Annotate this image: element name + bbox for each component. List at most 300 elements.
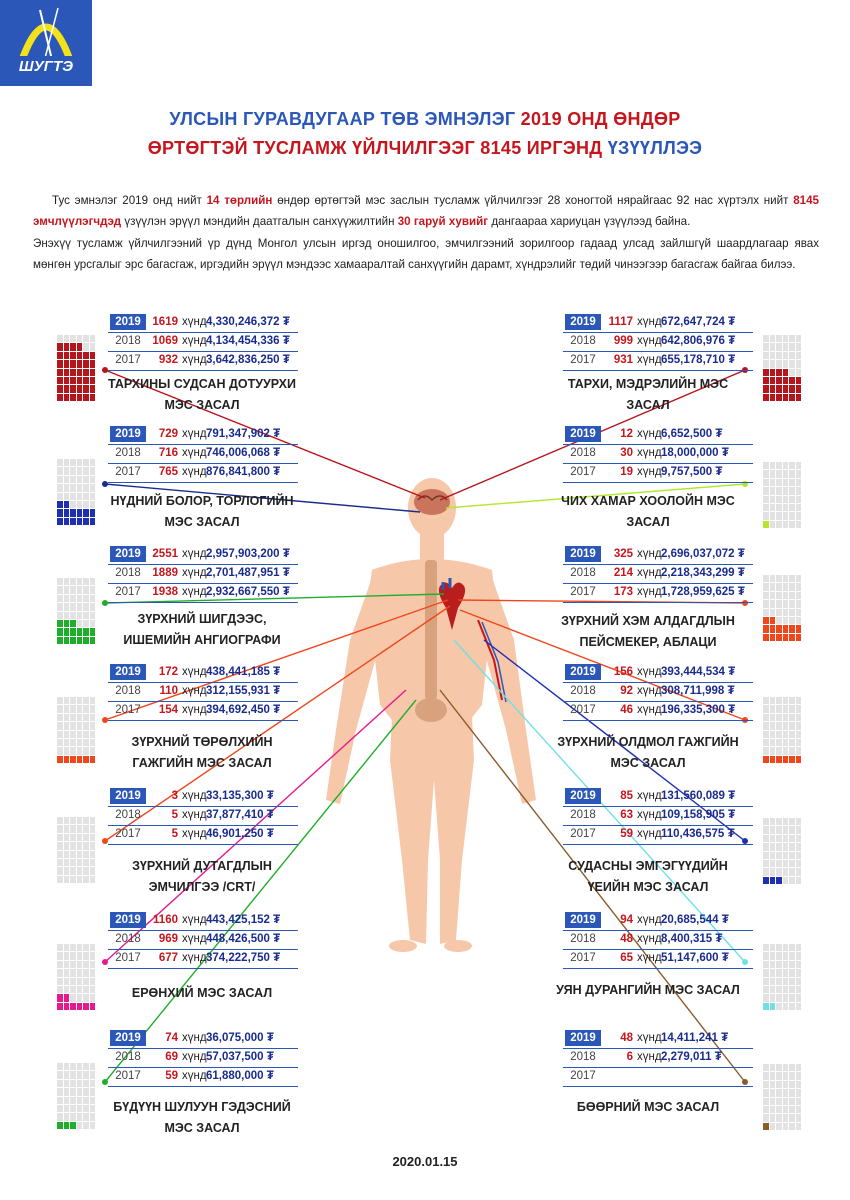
grid-cell — [57, 595, 63, 602]
grid-cell — [770, 969, 776, 976]
procedure-label: ЗҮРХНИЙ ДУТАГДЛЫН ЭМЧИЛГЭЭ /CRT/ — [132, 859, 272, 894]
grid-cell — [57, 944, 63, 951]
count: 1619 — [152, 316, 178, 328]
grid-cell — [783, 852, 789, 859]
grid-cell — [64, 876, 70, 883]
grid-cell — [70, 394, 76, 401]
amount: 20,685,544 ₮ — [661, 914, 729, 926]
grid-cell — [70, 1122, 76, 1129]
unit: хүнд — [182, 548, 207, 560]
grid-cell — [70, 509, 76, 516]
grid-cell — [90, 978, 96, 985]
grid-cell — [90, 501, 96, 508]
amount: 2,696,037,072 ₮ — [661, 548, 745, 560]
grid-cell — [64, 377, 70, 384]
grid-cell — [776, 843, 782, 850]
count: 932 — [158, 354, 178, 366]
count: 85 — [620, 790, 633, 802]
amount: 131,560,089 ₮ — [661, 790, 736, 802]
grid-cell — [796, 961, 802, 968]
grid-cell — [57, 578, 63, 585]
grid-cell — [77, 612, 83, 619]
grid-cell — [796, 994, 802, 1001]
unit: хүнд — [637, 447, 662, 459]
amount: 14,411,241 ₮ — [661, 1032, 729, 1044]
count: 5 — [171, 809, 178, 821]
unit: хүнд — [637, 466, 662, 478]
grid-cell — [64, 1105, 70, 1112]
grid-cell — [796, 978, 802, 985]
grid-cell — [57, 714, 63, 721]
stat-row — [108, 314, 298, 333]
count: 931 — [613, 354, 633, 366]
count: 2551 — [152, 548, 178, 560]
grid-cell — [796, 860, 802, 867]
stat-row — [563, 565, 753, 584]
grid-cell — [776, 731, 782, 738]
amount: 876,841,800 ₮ — [206, 466, 281, 478]
grid-cell — [64, 969, 70, 976]
grid-cell — [77, 994, 83, 1001]
amount: 1,728,959,625 ₮ — [661, 586, 745, 598]
grid-cell — [77, 335, 83, 342]
grid-cell — [90, 595, 96, 602]
stat-row — [108, 807, 298, 826]
grid-cell — [70, 377, 76, 384]
grid-cell — [83, 578, 89, 585]
count: 59 — [165, 1070, 178, 1082]
unit: хүнд — [182, 914, 207, 926]
year: 2018 — [570, 1051, 596, 1063]
grid-cell — [83, 1097, 89, 1104]
grid-cell — [57, 394, 63, 401]
grid-cell — [789, 1064, 795, 1071]
grid-cell — [796, 952, 802, 959]
stat-row — [108, 931, 298, 950]
grid-cell — [83, 484, 89, 491]
grid-cell — [64, 467, 70, 474]
grid-cell — [83, 509, 89, 516]
grid-cell — [83, 986, 89, 993]
grid-cell — [83, 994, 89, 1001]
stat-row — [563, 584, 753, 603]
grid-cell — [57, 612, 63, 619]
grid-cell — [57, 603, 63, 610]
grid-cell — [763, 739, 769, 746]
grid-cell — [57, 731, 63, 738]
grid-cell — [763, 835, 769, 842]
amount: 438,441,185 ₮ — [206, 666, 281, 678]
grid-cell — [770, 343, 776, 350]
grid-cell — [783, 986, 789, 993]
grid-cell — [83, 747, 89, 754]
grid-cell — [776, 360, 782, 367]
grid-cell — [64, 335, 70, 342]
amount: 46,901,250 ₮ — [206, 828, 274, 840]
grid-cell — [783, 944, 789, 951]
stat-row — [563, 788, 753, 807]
grid-cell — [770, 1003, 776, 1010]
stat-row — [563, 314, 753, 333]
grid-cell — [70, 1088, 76, 1095]
grid-cell — [770, 852, 776, 859]
grid-cell — [77, 859, 83, 866]
grid-cell — [83, 385, 89, 392]
intro-text-part: өндөр өртөгтэй мэс заслын тусламж үйлчилгээг 28 хоногтой нярайгаас 92 нас хүртэлх нийт — [272, 194, 794, 207]
grid-cell — [57, 459, 63, 466]
grid-cell — [77, 705, 83, 712]
grid-cell — [783, 385, 789, 392]
year: 2017 — [570, 466, 596, 478]
procedure-label: ЧИХ ХАМАР ХООЛОЙН МЭС ЗАСАЛ — [561, 494, 735, 529]
grid-cell — [90, 1122, 96, 1129]
grid-cell — [90, 825, 96, 832]
grid-cell — [70, 722, 76, 729]
grid-cell — [776, 369, 782, 376]
year: 2017 — [570, 354, 596, 366]
amount: 655,178,710 ₮ — [661, 354, 736, 366]
grid-cell — [763, 705, 769, 712]
unit: хүнд — [637, 809, 662, 821]
grid-cell — [796, 592, 802, 599]
grid-cell — [90, 731, 96, 738]
grid-cell — [783, 600, 789, 607]
stat-block-right-5 — [563, 788, 753, 845]
grid-cell — [90, 586, 96, 593]
stat-row — [563, 702, 753, 721]
stat-row — [108, 352, 298, 371]
grid-cell — [789, 625, 795, 632]
intro-highlight: 30 гаруй хувийг — [397, 215, 489, 229]
grid-cell — [789, 592, 795, 599]
stat-row — [108, 826, 298, 845]
grid-cell — [796, 583, 802, 590]
grid-cell — [90, 739, 96, 746]
grid-cell — [776, 352, 782, 359]
grid-cell — [57, 842, 63, 849]
grid-cell — [763, 986, 769, 993]
grid-cell — [77, 1113, 83, 1120]
grid-cell — [90, 969, 96, 976]
grid-cell — [77, 851, 83, 858]
grid-cell — [77, 637, 83, 644]
grid-cell — [90, 859, 96, 866]
grid-cell — [789, 1114, 795, 1121]
amount: 443,425,152 ₮ — [206, 914, 281, 926]
grid-cell — [64, 1071, 70, 1078]
grid-cell — [90, 484, 96, 491]
stat-row — [563, 352, 753, 371]
grid-cell — [77, 501, 83, 508]
count: 999 — [613, 335, 633, 347]
grid-cell — [763, 1003, 769, 1010]
grid-cell — [57, 739, 63, 746]
year: 2018 — [570, 335, 596, 347]
grid-cell — [783, 756, 789, 763]
grid-cell — [789, 385, 795, 392]
grid-cell — [776, 714, 782, 721]
year: 2017 — [115, 704, 141, 716]
grid-cell — [64, 578, 70, 585]
unit: хүнд — [637, 428, 662, 440]
grid-cell — [789, 978, 795, 985]
grid-cell — [783, 1003, 789, 1010]
grid-cell — [763, 609, 769, 616]
grid-cell — [796, 697, 802, 704]
grid-cell — [789, 826, 795, 833]
grid-cell — [796, 625, 802, 632]
amount: 672,647,724 ₮ — [661, 316, 736, 328]
grid-cell — [57, 518, 63, 525]
year: 2019 — [565, 314, 601, 330]
count: 1069 — [152, 335, 178, 347]
grid-cell — [789, 697, 795, 704]
grid-cell — [64, 509, 70, 516]
unit: хүнд — [637, 335, 662, 347]
grid-cell — [770, 697, 776, 704]
grid-cell — [770, 394, 776, 401]
grid-cell — [83, 825, 89, 832]
grid-cell — [57, 1105, 63, 1112]
procedure-label: УЯН ДУРАНГИЙН МЭС ЗАСАЛ — [556, 983, 740, 997]
grid-cell — [783, 521, 789, 528]
grid-cell — [789, 722, 795, 729]
procedure-label: ЗҮРХНИЙ ШИГДЭЭС, ИШЕМИЙН АНГИОГРАФИ — [123, 612, 281, 647]
grid-cell — [64, 1113, 70, 1120]
grid-cell — [776, 592, 782, 599]
grid-cell — [789, 1098, 795, 1105]
grid-cell — [90, 961, 96, 968]
grid-cell — [57, 747, 63, 754]
grid-cell — [70, 628, 76, 635]
grid-cell — [70, 586, 76, 593]
grid-cell — [90, 352, 96, 359]
grid-cell — [770, 1106, 776, 1113]
grid-cell — [763, 714, 769, 721]
grid-cell — [83, 842, 89, 849]
grid-cell — [77, 944, 83, 951]
grid-cell — [783, 575, 789, 582]
grid-cell — [83, 1063, 89, 1070]
grid-cell — [57, 385, 63, 392]
year: 2017 — [570, 1070, 596, 1082]
grid-cell — [77, 394, 83, 401]
grid-cell — [776, 479, 782, 486]
grid-cell — [763, 722, 769, 729]
grid-cell — [64, 825, 70, 832]
stat-block-right-3 — [563, 546, 753, 603]
grid-cell — [776, 1123, 782, 1130]
grid-cell — [77, 352, 83, 359]
grid-cell — [770, 952, 776, 959]
grid-cell — [789, 739, 795, 746]
grid-cell — [763, 377, 769, 384]
grid-cell — [783, 860, 789, 867]
grid-cell — [64, 612, 70, 619]
grid-cell — [770, 722, 776, 729]
grid-cell — [90, 369, 96, 376]
grid-cell — [57, 377, 63, 384]
grid-cell — [776, 697, 782, 704]
grid-cell — [83, 595, 89, 602]
grid-cell — [90, 620, 96, 627]
grid-cell — [770, 978, 776, 985]
grid-cell — [90, 1105, 96, 1112]
grid-cell — [77, 825, 83, 832]
grid-cell — [783, 479, 789, 486]
grid-cell — [789, 600, 795, 607]
grid-cell — [57, 586, 63, 593]
grid-cell — [64, 986, 70, 993]
unit: хүнд — [182, 933, 207, 945]
grid-cell — [789, 860, 795, 867]
stat-row — [108, 1049, 298, 1068]
unit: хүнд — [637, 828, 662, 840]
grid-cell — [77, 1080, 83, 1087]
grid-cell — [83, 394, 89, 401]
grid-cell — [83, 722, 89, 729]
grid-cell — [57, 352, 63, 359]
stat-row — [563, 464, 753, 483]
grid-cell — [763, 961, 769, 968]
stat-grid-left-1 — [57, 335, 95, 401]
grid-cell — [90, 842, 96, 849]
grid-cell — [776, 994, 782, 1001]
grid-cell — [763, 487, 769, 494]
footer-date: 2020.01.15 — [392, 1154, 458, 1169]
amount: 2,701,487,951 ₮ — [206, 567, 290, 579]
stat-row — [108, 788, 298, 807]
grid-cell — [763, 335, 769, 342]
grid-cell — [763, 731, 769, 738]
grid-cell — [770, 1081, 776, 1088]
stat-block-left-7 — [108, 1030, 298, 1087]
grid-cell — [83, 859, 89, 866]
unit: хүнд — [182, 685, 207, 697]
grid-cell — [770, 377, 776, 384]
grid-cell — [796, 739, 802, 746]
grid-cell — [776, 1072, 782, 1079]
grid-cell — [789, 969, 795, 976]
stat-block-right-4 — [563, 664, 753, 721]
stat-row — [108, 1068, 298, 1087]
grid-cell — [796, 521, 802, 528]
grid-cell — [770, 1098, 776, 1105]
year: 2018 — [570, 567, 596, 579]
grid-cell — [64, 369, 70, 376]
grid-cell — [776, 470, 782, 477]
grid-cell — [796, 1114, 802, 1121]
grid-cell — [783, 714, 789, 721]
grid-cell — [796, 843, 802, 850]
stat-block-right-2 — [563, 426, 753, 483]
stat-grid-left-4 — [57, 697, 95, 763]
grid-cell — [77, 1105, 83, 1112]
amount: 308,711,998 ₮ — [661, 685, 735, 697]
grid-cell — [776, 617, 782, 624]
stat-block-right-1 — [563, 314, 753, 371]
grid-cell — [796, 1064, 802, 1071]
grid-cell — [776, 496, 782, 503]
grid-cell — [796, 617, 802, 624]
grid-cell — [90, 612, 96, 619]
grid-cell — [796, 1003, 802, 1010]
count: 5 — [171, 828, 178, 840]
grid-cell — [783, 705, 789, 712]
grid-cell — [70, 637, 76, 644]
grid-cell — [763, 747, 769, 754]
grid-cell — [70, 1113, 76, 1120]
grid-cell — [90, 1113, 96, 1120]
grid-cell — [796, 369, 802, 376]
grid-cell — [64, 851, 70, 858]
grid-cell — [763, 852, 769, 859]
grid-cell — [796, 575, 802, 582]
amount: 312,155,931 ₮ — [206, 685, 281, 697]
grid-cell — [90, 756, 96, 763]
procedure-label: БҮДҮҮН ШУЛУУН ГЭДЭСНИЙ МЭС ЗАСАЛ — [113, 1100, 291, 1135]
grid-cell — [783, 609, 789, 616]
grid-cell — [64, 756, 70, 763]
grid-cell — [83, 493, 89, 500]
grid-cell — [77, 518, 83, 525]
grid-cell — [776, 969, 782, 976]
year: 2018 — [570, 447, 596, 459]
count: 74 — [165, 1032, 178, 1044]
unit: хүнд — [182, 790, 207, 802]
grid-cell — [763, 1081, 769, 1088]
grid-cell — [796, 394, 802, 401]
year: 2018 — [570, 933, 596, 945]
grid-cell — [776, 1081, 782, 1088]
grid-cell — [763, 1089, 769, 1096]
amount: 4,134,454,336 ₮ — [206, 335, 290, 347]
grid-cell — [90, 705, 96, 712]
year: 2019 — [565, 788, 601, 804]
intro-paragraph-2: Энэхүү тусламж үйлчилгээний үр дүнд Монгол улсын иргэд оношилгоо, эмчилгээний зорилгоор гадаад улсад зайлшгүй шаардлагаар явах мөнгөн урсгалыг эрс багасгаж, иргэдийн эрүүл мэндээс хамааралтай санхүүгийн дарамт, хүндрэлийг төдий чинээгээр багасгаж байгаа билээ. — [33, 236, 819, 271]
grid-cell — [783, 994, 789, 1001]
unit: хүнд — [637, 1051, 662, 1063]
stat-row — [108, 1030, 298, 1049]
grid-cell — [90, 944, 96, 951]
grid-cell — [83, 612, 89, 619]
grid-cell — [57, 467, 63, 474]
unit: хүнд — [637, 952, 662, 964]
grid-cell — [776, 835, 782, 842]
grid-cell — [70, 476, 76, 483]
grid-cell — [90, 722, 96, 729]
unit: хүнд — [182, 704, 207, 716]
grid-cell — [776, 826, 782, 833]
grid-cell — [64, 501, 70, 508]
grid-cell — [789, 512, 795, 519]
grid-cell — [70, 578, 76, 585]
grid-cell — [763, 1123, 769, 1130]
grid-cell — [77, 731, 83, 738]
grid-cell — [789, 394, 795, 401]
grid-cell — [64, 859, 70, 866]
grid-cell — [776, 609, 782, 616]
grid-cell — [789, 377, 795, 384]
grid-cell — [763, 625, 769, 632]
grid-cell — [796, 1081, 802, 1088]
year: 2017 — [115, 828, 141, 840]
grid-cell — [64, 978, 70, 985]
grid-cell — [783, 818, 789, 825]
grid-cell — [83, 1003, 89, 1010]
grid-cell — [83, 978, 89, 985]
grid-cell — [77, 961, 83, 968]
